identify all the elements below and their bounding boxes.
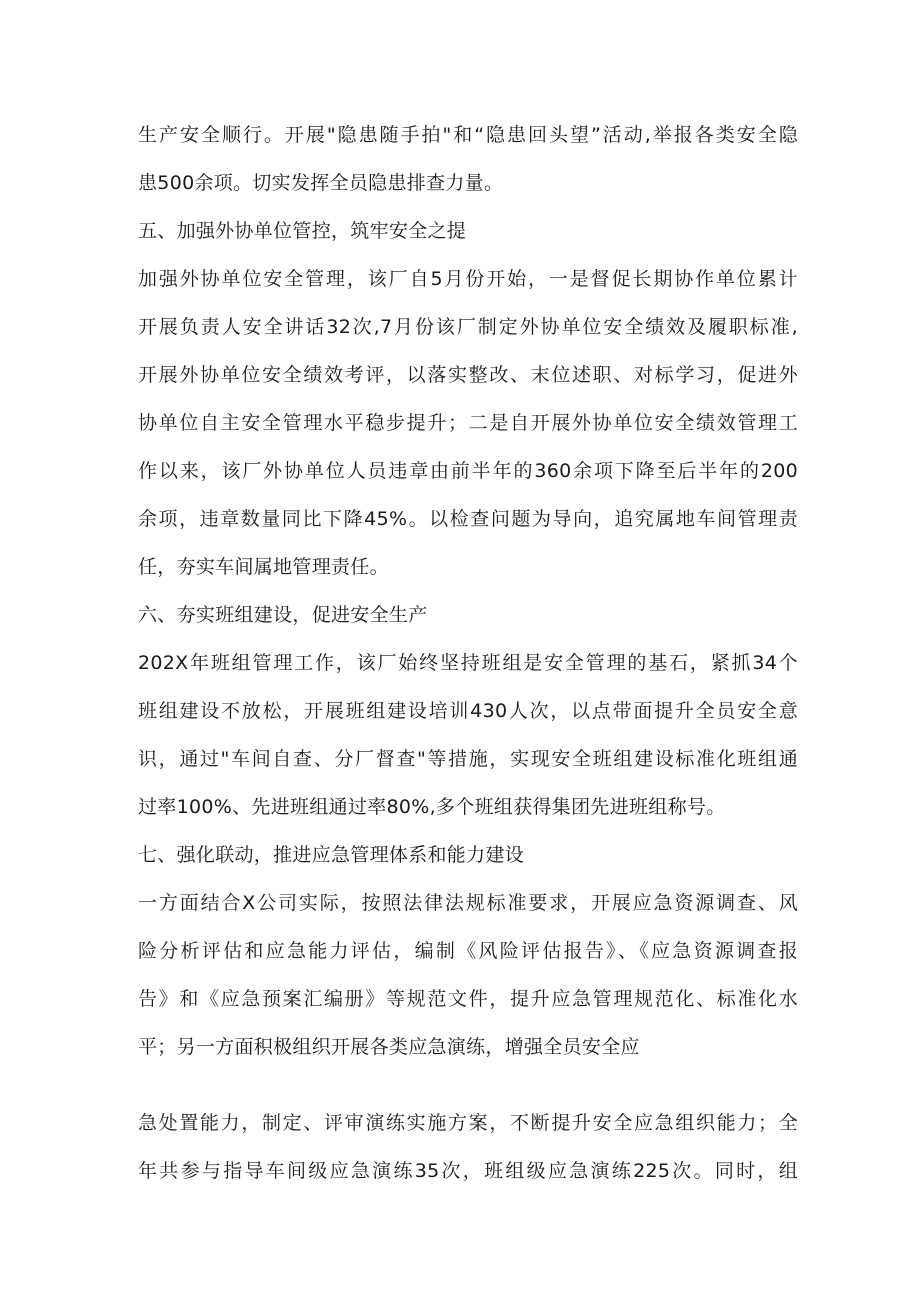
paragraph-line: 开展外协单位安全绩效考评，以落实整改、末位述职、对标学习，促进外 [138,364,798,386]
paragraph-line: 任，夯实车间属地管理责任。 [138,556,389,578]
paragraph-line: 协单位自主安全管理水平稳步提升；二是自开展外协单位安全绩效管理工 [138,412,798,434]
paragraph-line: 生产安全顺行。开展"隐患随手拍"和“隐患回头望”活动,举报各类安全隐 [138,124,798,146]
paragraph-line: 急处置能力，制定、评审演练实施方案，不断提升安全应急组织能力；全 [138,1112,798,1134]
paragraph-line: 一方面结合X公司实际，按照法律法规标准要求，开展应急资源调查、风 [138,892,798,914]
paragraph-line: 年共参与指导车间级应急演练35次，班组级应急演练225次。同时，组 [138,1160,798,1182]
section-heading: 五、加强外协单位管控，筑牢安全之提 [138,220,467,242]
paragraph-line: 加强外协单位安全管理，该厂自5月份开始，一是督促长期协作单位累计 [138,268,798,290]
paragraph-line: 过率100%、先进班组通过率80%,多个班组获得集团先进班组称号。 [138,796,726,818]
paragraph-line: 余项，违章数量同比下降45%。以检查问题为导向，追究属地车间管理责 [138,508,798,530]
section-heading: 六、夯实班组建设，促进安全生产 [138,604,428,626]
section-heading: 七、强化联动，推进应急管理体系和能力建设 [138,844,525,866]
paragraph-line: 班组建设不放松，开展班组建设培训430人次，以点带面提升全员安全意 [138,700,798,722]
paragraph-line: 平；另一方面积极组织开展各类应急演练，增强全员安全应 [138,1036,640,1058]
paragraph-line: 患500余项。切实发挥全员隐患排查力量。 [138,172,504,194]
paragraph-line: 202X年班组管理工作，该厂始终坚持班组是安全管理的基石，紧抓34个 [138,652,798,674]
paragraph-line: 识，通过"车间自查、分厂督查"等措施，实现安全班组建设标准化班组通 [138,748,798,770]
paragraph-line: 险分析评估和应急能力评估，编制《风险评估报告》、《应急资源调查报 [138,940,798,962]
paragraph-line: 开展负责人安全讲话32次,7月份该厂制定外协单位安全绩效及履职标准, [138,316,798,338]
paragraph-line: 作以来，该厂外协单位人员违章由前半年的360余项下降至后半年的200 [138,460,798,482]
paragraph-line: 告》和《应急预案汇编册》等规范文件，提升应急管理规范化、标准化水 [138,988,798,1010]
